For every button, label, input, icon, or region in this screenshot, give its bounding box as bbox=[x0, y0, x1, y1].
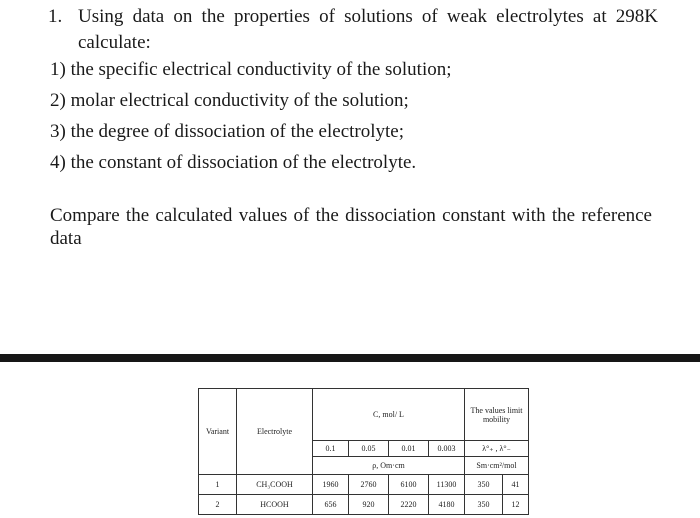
header-mobility-unit: Sm·cm²/mol bbox=[465, 457, 529, 475]
compare-instruction: Compare the calculated values of the dissociation constant with the reference data bbox=[50, 205, 652, 249]
list-item: 4) the constant of dissociation of the electrolyte. bbox=[50, 152, 417, 173]
cell-lambda-minus: 41 bbox=[503, 475, 529, 495]
cell-lambda-plus: 350 bbox=[465, 475, 503, 495]
cell-r2: 920 bbox=[349, 495, 389, 515]
cell-r4: 4180 bbox=[429, 495, 465, 515]
cell-variant: 1 bbox=[199, 475, 237, 495]
header-c1: 0.1 bbox=[313, 441, 349, 457]
data-table-wrap bbox=[198, 388, 529, 515]
cell-r4: 11300 bbox=[429, 475, 465, 495]
cell-r3: 2220 bbox=[389, 495, 429, 515]
divider-bar bbox=[0, 354, 700, 362]
header-resistivity: ρ, Om·cm bbox=[313, 457, 465, 475]
task-statement bbox=[48, 4, 658, 56]
header-mobility-symbols: λ°₊ , λ°₋ bbox=[465, 441, 529, 457]
header-concentration: C, mol/ L bbox=[313, 389, 465, 441]
cell-variant: 2 bbox=[199, 495, 237, 515]
cell-r1: 1960 bbox=[313, 475, 349, 495]
list-item: 2) molar electrical conductivity of the solution; bbox=[50, 90, 409, 111]
list-item: 1) the specific electrical conductivity of the solution; bbox=[50, 59, 452, 80]
question-number: 1. bbox=[48, 6, 63, 27]
header-electrolyte: Electrolyte bbox=[237, 389, 313, 475]
header-c2: 0.05 bbox=[349, 441, 389, 457]
cell-lambda-plus: 350 bbox=[465, 495, 503, 515]
question-intro-text: Using data on the properties of solutions of weak electrolytes at 298K calculate: bbox=[78, 6, 658, 53]
header-mobility: The values limit mobility bbox=[465, 389, 529, 441]
cell-r2: 2760 bbox=[349, 475, 389, 495]
data-table bbox=[198, 388, 529, 515]
cell-electrolyte: HCOOH bbox=[237, 495, 313, 515]
list-item: 3) the degree of dissociation of the electrolyte; bbox=[50, 121, 405, 142]
cell-r3: 6100 bbox=[389, 475, 429, 495]
cell-electrolyte: CH₃COOH bbox=[237, 475, 313, 495]
table-row bbox=[199, 495, 529, 515]
task-list bbox=[50, 54, 452, 178]
header-c3: 0.01 bbox=[389, 441, 429, 457]
header-variant: Variant bbox=[199, 389, 237, 475]
cell-r1: 656 bbox=[313, 495, 349, 515]
table-row bbox=[199, 475, 529, 495]
header-c4: 0.003 bbox=[429, 441, 465, 457]
cell-lambda-minus: 12 bbox=[503, 495, 529, 515]
question-intro bbox=[48, 4, 658, 56]
